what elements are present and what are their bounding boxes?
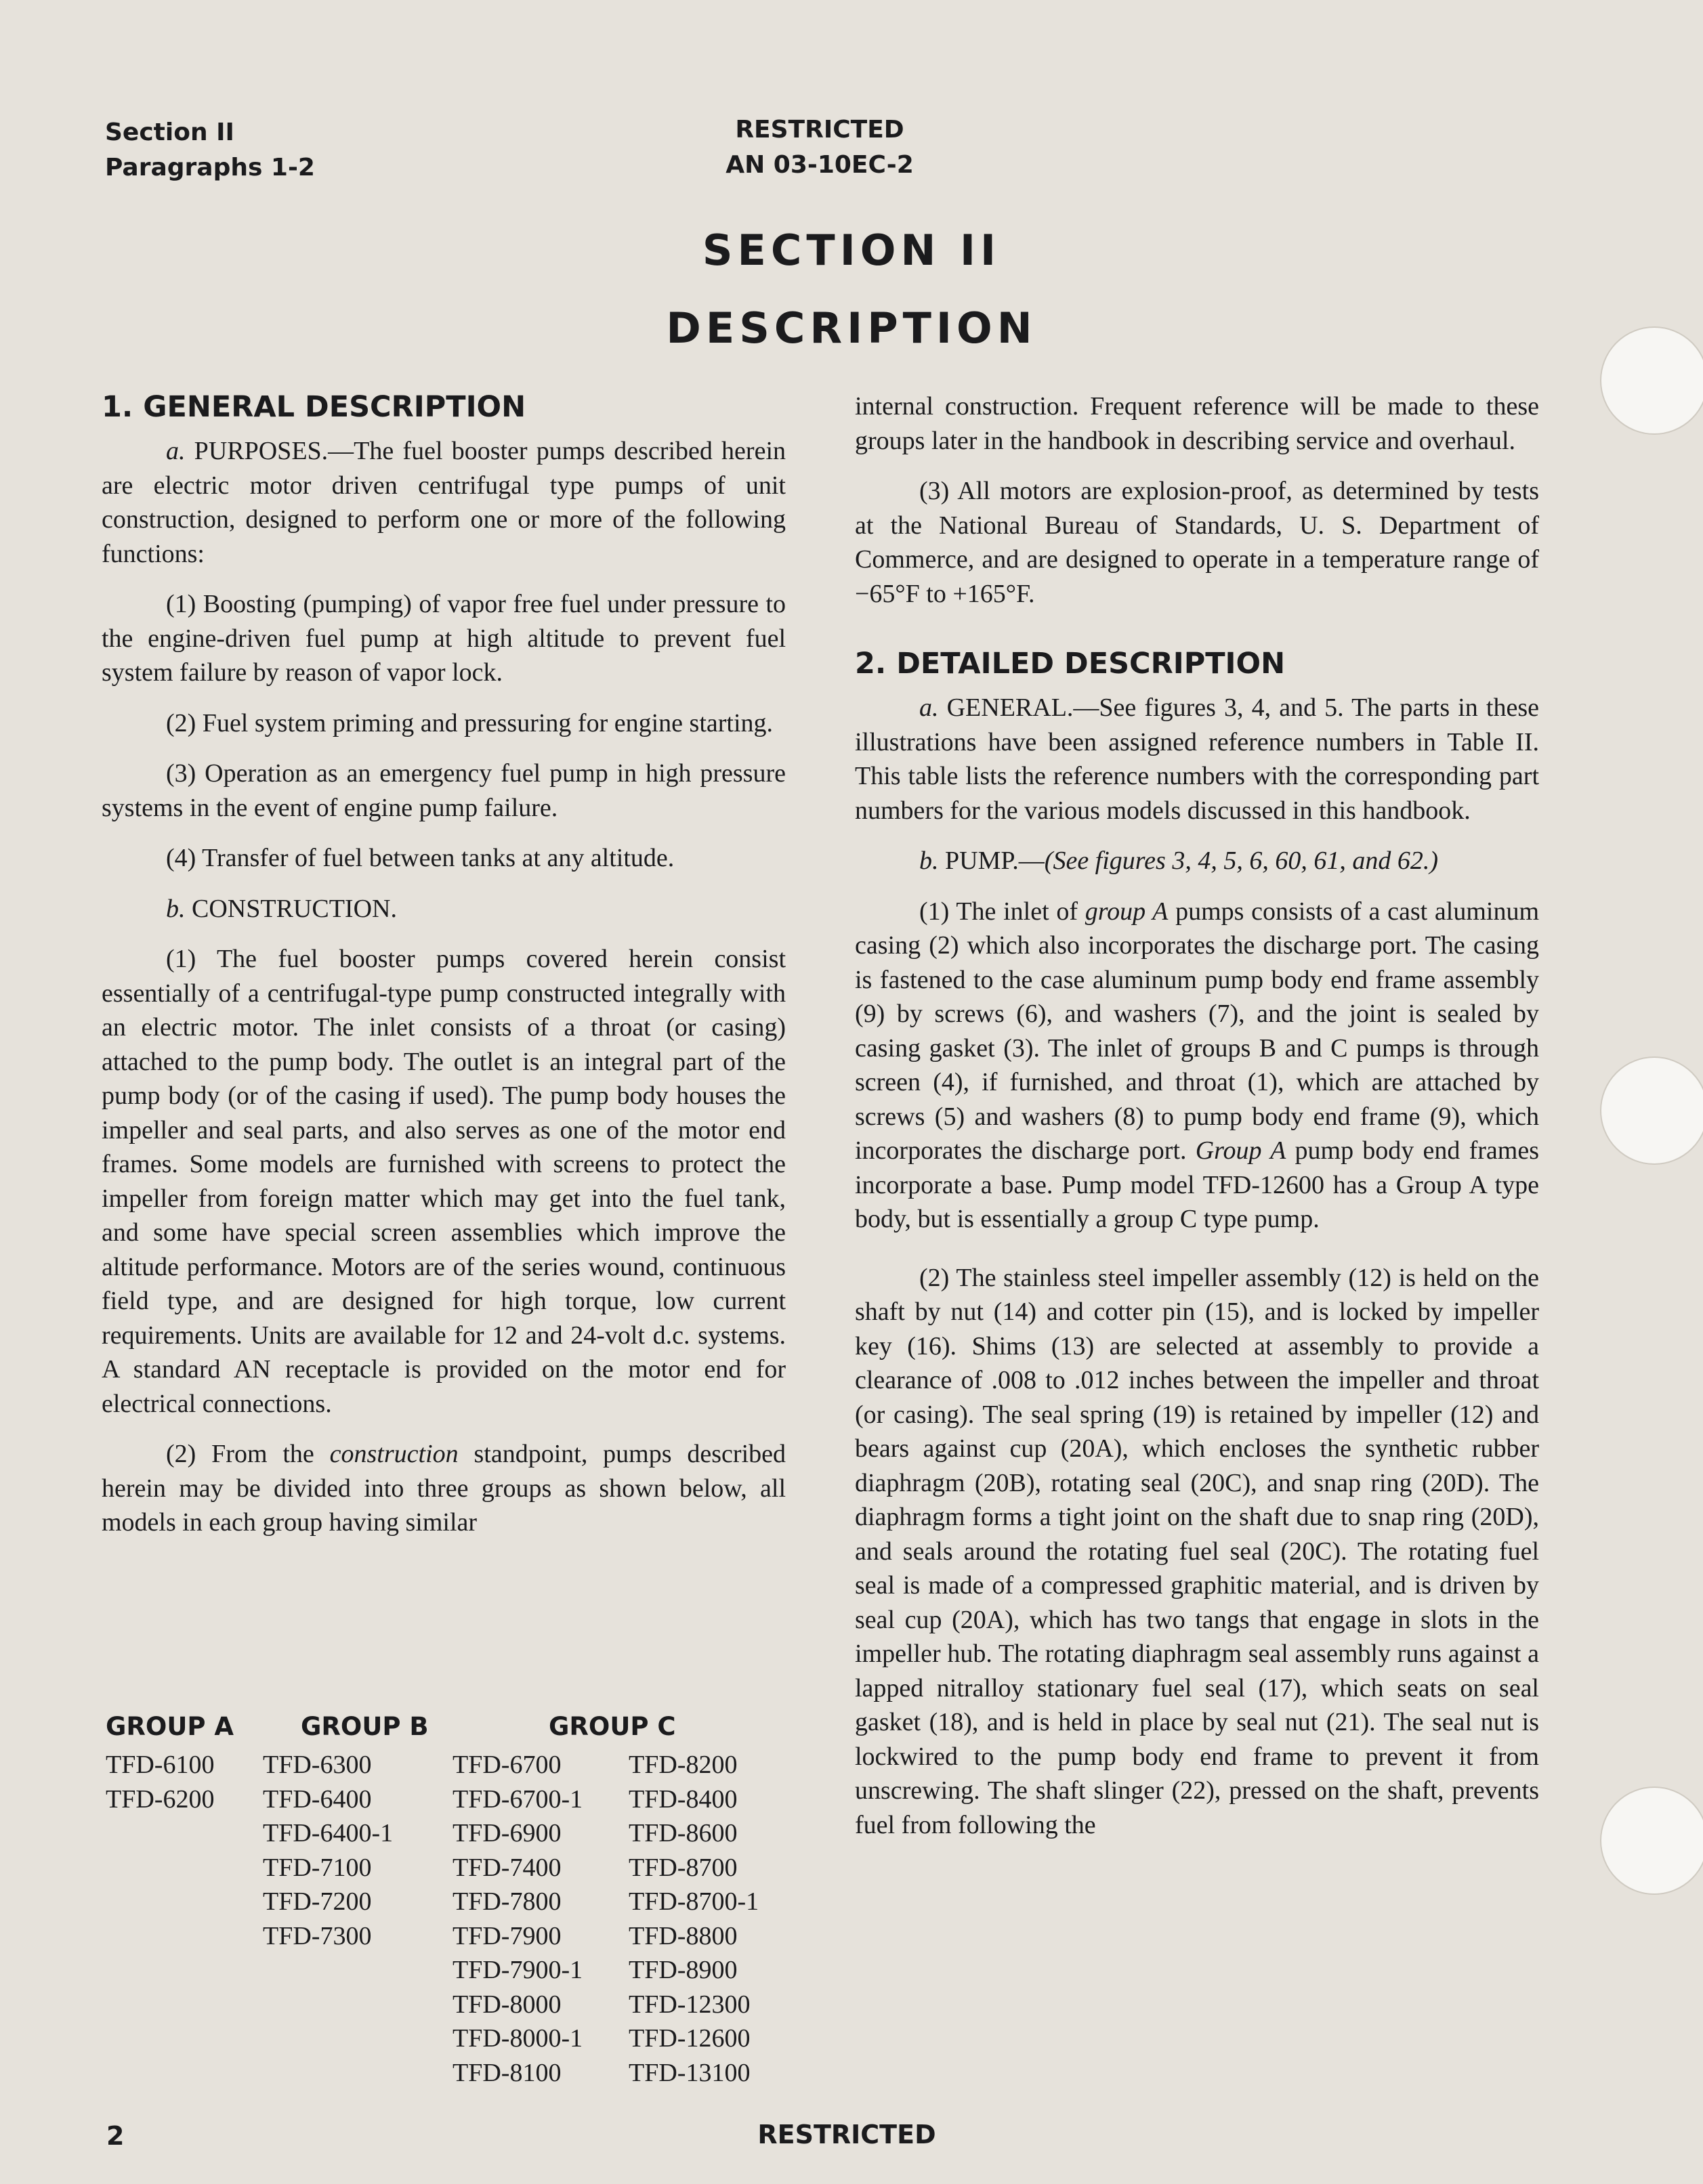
paragraph-purposes: a. PURPOSES.—The fuel booster pumps described herein are electric motor driven centrifugal type pumps of unit construction, designed to perform one or more of the following functions: (102, 437, 786, 568)
item-label-a: a. (166, 437, 186, 465)
paragraph-construction-3: (3) All motors are explosion-proof, as determined by tests at the National Bureau of Standards, U. S. Department of Commerce, and are designed to operate in a temperature range of −65°F to +165°F. (855, 477, 1539, 608)
page-number: 2 (106, 2121, 125, 2151)
group-a-list (106, 1748, 214, 1816)
model-number: TFD-6400 (263, 1784, 372, 1814)
model-number: TFD-7300 (263, 1921, 372, 1950)
model-number: TFD-6700 (453, 1751, 562, 1779)
model-number: TFD-7100 (263, 1853, 372, 1882)
running-header-left (105, 115, 315, 186)
binder-hole-top (1600, 326, 1703, 435)
footer-classification: RESTRICTED (757, 2120, 936, 2149)
item-label-b: b. (166, 894, 186, 923)
binder-hole-middle (1600, 1056, 1703, 1165)
model-number: TFD-12600 (629, 2024, 751, 2053)
paragraph-construction-1: (1) The fuel booster pumps covered herein consist essentially of a centrifugal-type pump constructed integrally with an electric motor. The inlet consists of a throat (or casing) attached to the pump body. The outlet is an integral part of the pump body (or of the casing if used). The pump body houses the impeller and seal parts, and also serves as one of the motor end frames. Some models are furnished with screens to protect the impeller from foreign matter which may get into the fuel tank, and some have special screen assemblies which improve the altitude performance. Motors are of the series wound, continuous field type, and are designed for high torque, low current requirements. Units are available for 12 and 24-volt d.c. systems. A standard AN receptacle is provided on the motor end for electrical connections. (102, 945, 786, 1418)
group-a-header: GROUP A (106, 1712, 234, 1741)
model-number: TFD-13100 (629, 2058, 751, 2087)
paragraphs-label: Paragraphs 1-2 (105, 154, 315, 181)
model-number: TFD-8200 (629, 1751, 738, 1779)
heading-general-description: 1. GENERAL DESCRIPTION (102, 390, 526, 424)
paragraph-construction-2: (2) From the construction standpoint, pumps described herein may be divided into three groups as shown below, all models in each group having similar (102, 1440, 786, 1537)
model-number: TFD-8800 (629, 1921, 738, 1950)
model-number: TFD-7900-1 (453, 1956, 583, 1984)
model-number: TFD-8100 (453, 2058, 562, 2087)
paragraph-purpose-3: (3) Operation as an emergency fuel pump in high pressure systems in the event of engine pump failure. (102, 759, 786, 822)
model-number: TFD-6400-1 (263, 1819, 394, 1847)
section-title: SECTION II (702, 226, 1001, 275)
document-number: AN 03-10EC-2 (726, 151, 914, 179)
paragraph-purpose-2: (2) Fuel system priming and pressuring for engine starting. (166, 708, 774, 737)
group-b-header: GROUP B (301, 1712, 429, 1741)
model-number: TFD-8700-1 (629, 1887, 759, 1916)
model-number: TFD-7800 (453, 1887, 562, 1916)
model-number: TFD-7200 (263, 1887, 372, 1916)
paragraph-pump-2: (2) The stainless steel impeller assembly (12) is held on the shaft by nut (14) and cotter pin (15), and is locked by impeller key (16). Shims (13) are selected at assembly to provide a clearance of .008 to .012 inches between the impeller and throat (or casing). The seal spring (19) is retained by impeller (12) and bears against cup (20A), which encloses the synthetic rubber diaphragm (20B), rotating seal (20C), and snap ring (20D). The diaphragm forms a tight joint on the shaft due to snap ring (20D), and seals around the rotating fuel seal (20C). The rotating fuel seal is made of a compressed graphitic material, and is driven by seal cup (20A), which has two tangs that engage in slots in the impeller hub. The rotating diaphragm seal assembly runs against a lapped nitralloy stationary fuel seal (17), which seats on seal gasket (18), and is held in place by seal nut (21). The seal nut is lockwired to the pump body end frame to prevent it from unscrewing. The shaft slinger (22), pressed on the shaft, prevents fuel from following the (855, 1263, 1539, 1839)
paragraph-general: a. GENERAL.—See figures 3, 4, and 5. The parts in these illustrations have been assigned reference numbers in Table II. This table lists the reference numbers with the corresponding part numbers for the various models discussed in this handbook. (855, 693, 1539, 825)
classification-label: RESTRICTED (735, 116, 904, 144)
model-number: TFD-8400 (629, 1784, 738, 1814)
model-number: TFD-8900 (629, 1956, 738, 1984)
section-label: Section II (105, 119, 234, 146)
model-number: TFD-6300 (263, 1751, 372, 1779)
paragraph-continuation: internal construction. Frequent reference will be made to these groups later in the handbook in describing service and overhaul. (855, 392, 1539, 455)
model-number: TFD-8000 (453, 1990, 562, 2019)
group-c-list-1 (453, 1748, 583, 2090)
model-number: TFD-7400 (453, 1853, 562, 1882)
model-number: TFD-6900 (453, 1819, 562, 1847)
group-c-list-2 (629, 1748, 759, 2090)
model-number: TFD-12300 (629, 1990, 751, 2019)
paragraph-pump-1: (1) The inlet of group A pumps consists of a cast aluminum casing (2) which also incorporates the discharge port. The casing is fastened to the case aluminum pump body end frame assembly (9) by screws (6), and washers (7), and the joint is sealed by casing gasket (3). The inlet of groups B and C pumps is through screen (4), if furnished, and throat (1), which are attached by screws (5) and washers (8) to pump body end frame (9), which incorporates the discharge port. Group A pump body end frames incorporate a base. Pump model TFD-12600 has a Group A type body, but is essentially a group C type pump. (855, 897, 1539, 1233)
figure-reference: (See figures 3, 4, 5, 6, 60, 61, and 62.) (1044, 847, 1438, 875)
paragraph-purpose-4: (4) Transfer of fuel between tanks at any altitude. (166, 844, 675, 872)
model-number: TFD-6700-1 (453, 1784, 583, 1814)
binder-hole-bottom (1600, 1786, 1703, 1895)
paragraph-pump-label: b. PUMP.—(See figures 3, 4, 5, 6, 60, 61, and 62.) (919, 847, 1438, 875)
left-column (102, 389, 786, 1556)
model-number: TFD-6100 (106, 1751, 215, 1779)
paragraph-purpose-1: (1) Boosting (pumping) of vapor free fuel under pressure to the engine-driven fuel pump at high altitude to prevent fuel system failure by reason of vapor lock. (102, 590, 786, 687)
running-header-center (677, 112, 962, 183)
group-c-header: GROUP C (549, 1712, 676, 1741)
model-number: TFD-8000-1 (453, 2024, 583, 2053)
model-number: TFD-6200 (106, 1784, 215, 1814)
model-number: TFD-8700 (629, 1853, 738, 1882)
model-number: TFD-8600 (629, 1819, 738, 1847)
paragraph-construction-label: b. CONSTRUCTION. (166, 894, 397, 923)
right-column (855, 389, 1539, 1858)
section-subtitle: DESCRIPTION (666, 303, 1037, 353)
group-b-list (263, 1748, 393, 1953)
model-number: TFD-7900 (453, 1921, 562, 1950)
item-label-a: a. (919, 693, 939, 722)
heading-detailed-description: 2. DETAILED DESCRIPTION (855, 647, 1286, 681)
item-label-b: b. (919, 847, 939, 875)
